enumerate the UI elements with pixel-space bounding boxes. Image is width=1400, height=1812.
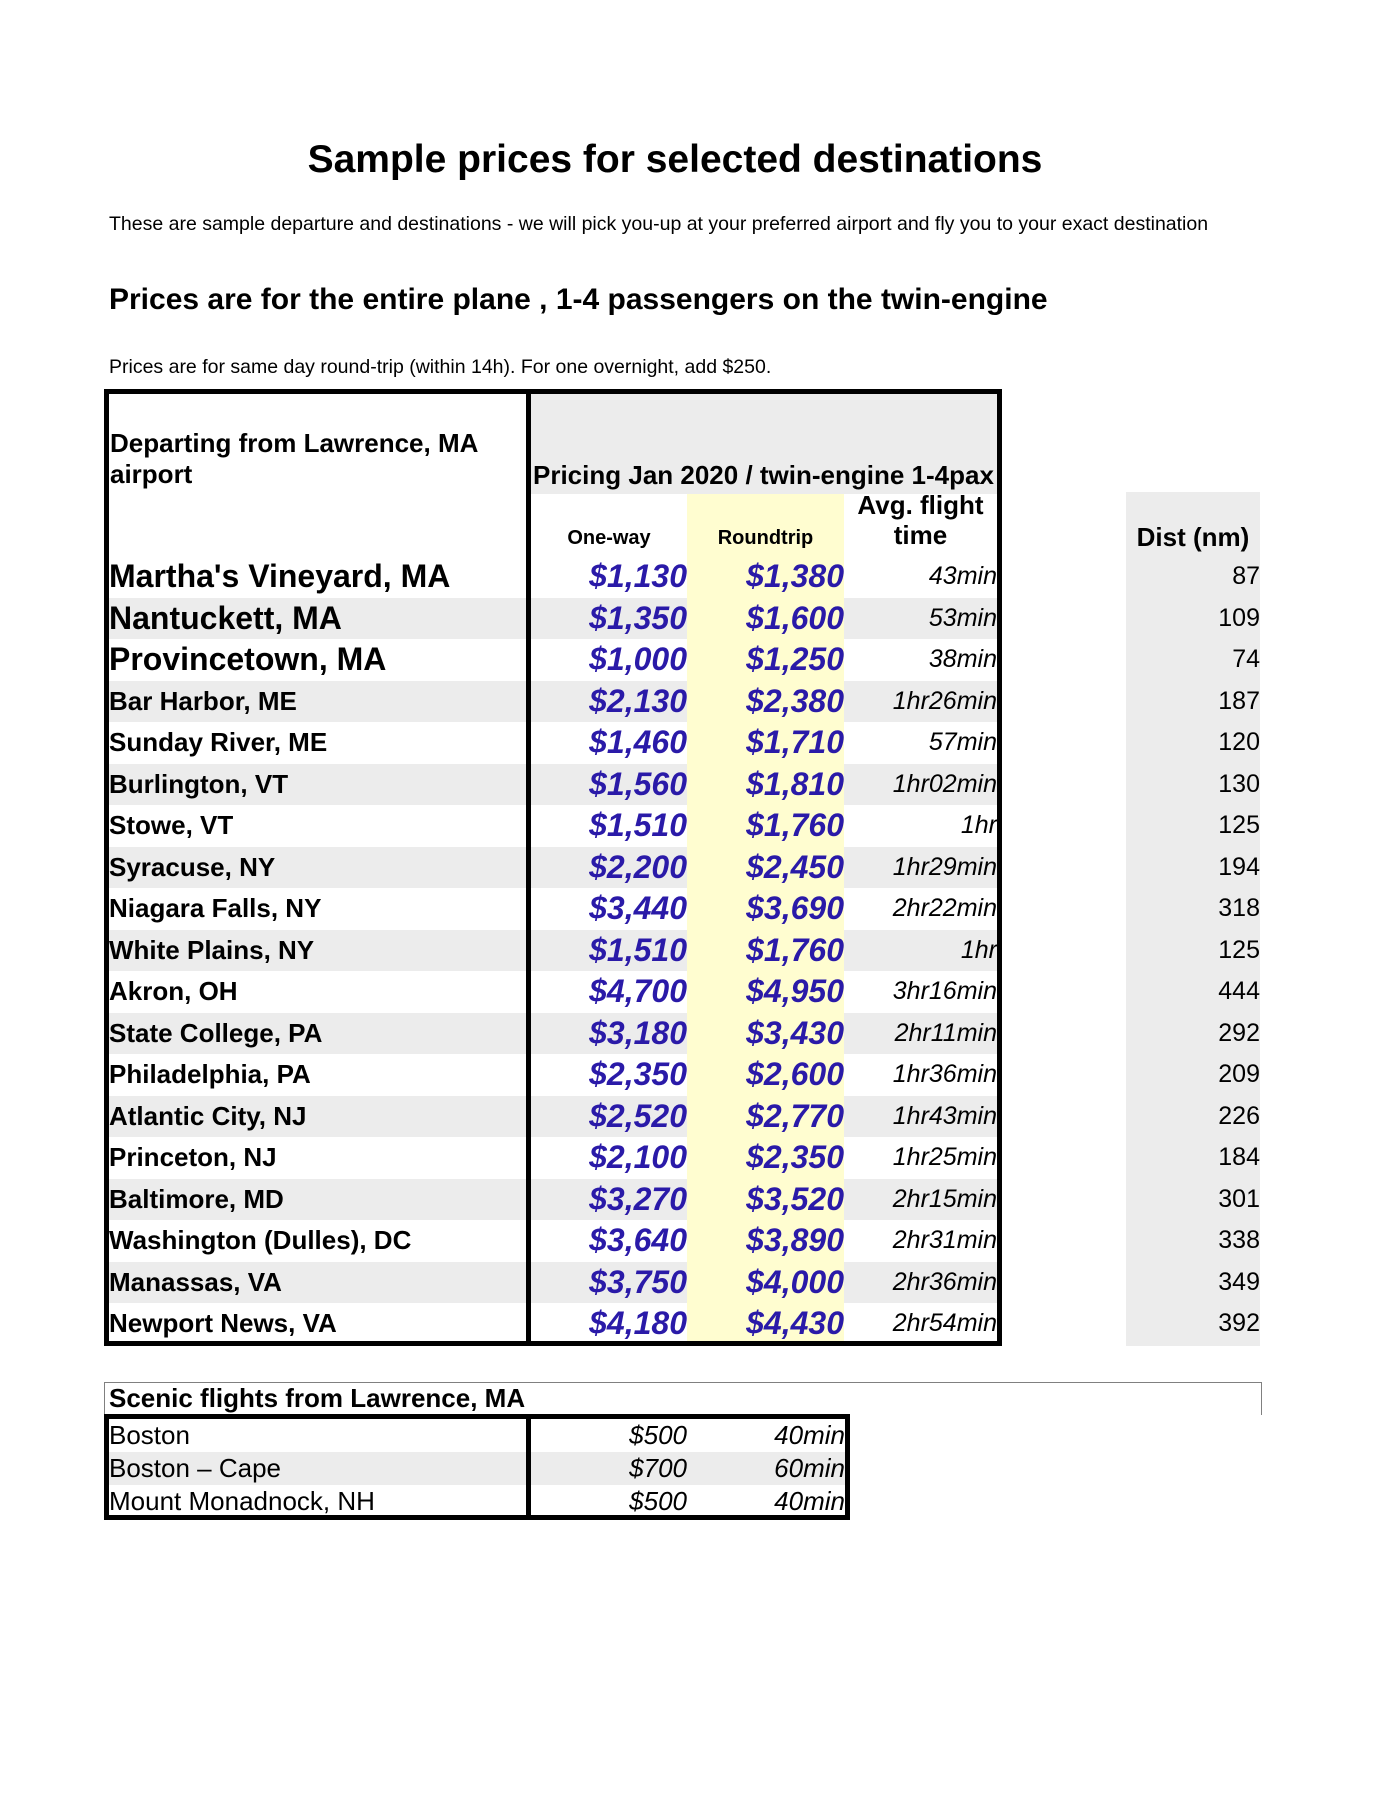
- oneway-price-cell: $3,180: [589, 1014, 687, 1051]
- roundtrip-price-cell: $4,430: [746, 1305, 844, 1341]
- oneway-price-cell: $3,640: [589, 1222, 687, 1258]
- oneway-price-cell: $3,440: [589, 890, 687, 926]
- page-title: Sample prices for selected destinations: [307, 138, 1043, 181]
- page-subtitle: These are sample departure and destinations - we will pick you-up at your preferred airport and fly you to your exact destination: [109, 213, 1209, 235]
- distance-cell: 74: [1232, 645, 1260, 673]
- roundtrip-price-cell: $3,890: [746, 1222, 844, 1258]
- distance-cell: 125: [1218, 811, 1260, 839]
- roundtrip-price-cell: $1,810: [746, 765, 844, 802]
- flight-time-cell: 1hr02min: [892, 769, 997, 798]
- destination-table-border: [104, 389, 1002, 1346]
- scenic-price-cell: $500: [629, 1420, 687, 1450]
- oneway-price-cell: $1,560: [589, 765, 687, 802]
- flight-time-cell: 1hr36min: [892, 1060, 997, 1088]
- destination-cell: State College, PA: [109, 1017, 323, 1048]
- oneway-price-cell: $1,350: [589, 599, 687, 636]
- flight-time-cell: 2hr36min: [892, 1267, 997, 1296]
- roundtrip-price-cell: $1,600: [746, 599, 844, 636]
- destination-cell: Niagara Falls, NY: [109, 893, 322, 923]
- distance-cell: 301: [1218, 1184, 1260, 1213]
- flight-time-cell: 1hr: [960, 811, 997, 839]
- scenic-time-cell: 40min: [774, 1486, 845, 1516]
- roundtrip-price-cell: $3,430: [746, 1014, 844, 1051]
- roundtrip-price-cell: $1,710: [746, 724, 844, 760]
- avg-flight-time-header-line2: time: [893, 520, 948, 550]
- flight-time-cell: 2hr11min: [894, 1018, 997, 1047]
- flight-time-cell: 3hr16min: [892, 977, 997, 1005]
- oneway-price-cell: $2,100: [589, 1139, 687, 1175]
- destination-cell: White Plains, NY: [109, 934, 315, 965]
- oneway-price-cell: $3,270: [589, 1180, 687, 1217]
- destination-cell: Sunday River, ME: [109, 727, 328, 757]
- pricing-heading: Prices are for the entire plane , 1-4 passengers on the twin-engine: [109, 283, 1048, 316]
- roundtrip-price-cell: $1,760: [746, 807, 844, 843]
- flight-time-cell: 1hr29min: [892, 852, 997, 881]
- destination-cell: Syracuse, NY: [109, 851, 276, 882]
- distance-cell: 209: [1218, 1060, 1260, 1088]
- roundtrip-price-cell: $1,760: [746, 931, 844, 968]
- distance-cell: 184: [1218, 1143, 1260, 1171]
- distance-cell: 338: [1218, 1226, 1260, 1254]
- scenic-table-border: [104, 1414, 850, 1520]
- flight-time-cell: 1hr26min: [892, 686, 997, 715]
- flight-time-cell: 2hr15min: [892, 1184, 997, 1213]
- distance-cell: 87: [1232, 562, 1260, 590]
- destination-cell: Martha's Vineyard, MA: [109, 558, 451, 594]
- roundtrip-price-cell: $3,520: [746, 1180, 844, 1217]
- flight-time-cell: 1hr25min: [892, 1143, 997, 1171]
- pricing-header: Pricing Jan 2020 / twin-engine 1-4pax: [533, 460, 994, 490]
- departing-header: Departing from Lawrence, MA airport: [110, 428, 478, 489]
- oneway-price-cell: $1,510: [589, 931, 687, 968]
- roundtrip-price-cell: $3,690: [746, 890, 844, 926]
- scenic-title: Scenic flights from Lawrence, MA: [109, 1383, 526, 1413]
- destination-cell: Provincetown, MA: [109, 641, 387, 677]
- flight-time-cell: 1hr: [960, 935, 997, 964]
- roundtrip-price-cell: $2,350: [746, 1139, 844, 1175]
- oneway-price-cell: $4,700: [589, 973, 687, 1009]
- distance-cell: 109: [1218, 603, 1260, 632]
- distance-cell: 120: [1218, 728, 1260, 756]
- roundtrip-price-cell: $4,000: [746, 1263, 844, 1300]
- flight-time-cell: 2hr22min: [892, 894, 997, 922]
- scenic-name-cell: Boston – Cape: [109, 1453, 282, 1483]
- destination-cell: Bar Harbor, ME: [109, 685, 297, 716]
- oneway-price-cell: $2,520: [589, 1097, 687, 1134]
- oneway-price-cell: $1,130: [589, 558, 687, 594]
- roundtrip-price-cell: $1,250: [746, 641, 844, 677]
- roundtrip-column-header: Roundtrip: [717, 527, 814, 549]
- destination-cell: Princeton, NJ: [109, 1142, 277, 1172]
- roundtrip-price-cell: $2,770: [746, 1097, 844, 1134]
- distance-cell: 349: [1218, 1267, 1260, 1296]
- flight-time-cell: 1hr43min: [892, 1101, 997, 1130]
- distance-cell: 187: [1218, 686, 1260, 715]
- avg-flight-time-header-line1: Avg. flight: [857, 490, 984, 520]
- scenic-name-cell: Mount Monadnock, NH: [109, 1486, 375, 1516]
- distance-cell: 194: [1218, 852, 1260, 881]
- oneway-price-cell: $1,510: [589, 807, 687, 843]
- distance-column-header: Dist (nm): [1136, 522, 1250, 552]
- scenic-time-cell: 60min: [774, 1453, 845, 1483]
- scenic-price-cell: $700: [629, 1453, 687, 1483]
- pricing-note: Prices are for same day round-trip (within 14h). For one overnight, add $250.: [109, 356, 772, 378]
- flight-time-cell: 2hr31min: [892, 1226, 997, 1254]
- distance-cell: 125: [1218, 935, 1260, 964]
- scenic-table-divider: [526, 1414, 531, 1520]
- flight-time-cell: 57min: [928, 728, 997, 756]
- oneway-price-cell: $1,460: [589, 724, 687, 760]
- flight-time-cell: 38min: [928, 645, 997, 673]
- oneway-price-cell: $2,350: [589, 1056, 687, 1092]
- destination-cell: Atlantic City, NJ: [109, 1100, 307, 1131]
- roundtrip-price-cell: $2,600: [746, 1056, 844, 1092]
- distance-cell: 318: [1218, 894, 1260, 922]
- destination-cell: Philadelphia, PA: [109, 1059, 311, 1089]
- destination-cell: Baltimore, MD: [109, 1183, 284, 1214]
- roundtrip-price-cell: $1,380: [746, 558, 844, 594]
- distance-cell: 292: [1218, 1018, 1260, 1047]
- oneway-price-cell: $2,130: [589, 682, 687, 719]
- destination-cell: Burlington, VT: [109, 768, 289, 799]
- scenic-price-cell: $500: [629, 1486, 687, 1516]
- oneway-price-cell: $3,750: [589, 1263, 687, 1300]
- scenic-time-cell: 40min: [774, 1420, 845, 1450]
- roundtrip-price-cell: $2,450: [746, 848, 844, 885]
- destination-cell: Akron, OH: [109, 976, 238, 1006]
- destination-cell: Manassas, VA: [109, 1266, 282, 1297]
- roundtrip-price-cell: $4,950: [746, 973, 844, 1009]
- destination-cell: Washington (Dulles), DC: [109, 1225, 412, 1255]
- destination-table-divider: [526, 389, 531, 1346]
- distance-cell: 392: [1218, 1309, 1260, 1337]
- flight-time-cell: 53min: [928, 603, 997, 632]
- distance-cell: 130: [1218, 769, 1260, 798]
- oneway-price-cell: $1,000: [589, 641, 687, 677]
- destination-cell: Nantuckett, MA: [109, 599, 342, 636]
- distance-cell: 226: [1218, 1101, 1260, 1130]
- distance-cell: 444: [1218, 977, 1260, 1005]
- oneway-price-cell: $4,180: [589, 1305, 687, 1341]
- destination-cell: Stowe, VT: [109, 810, 234, 840]
- oneway-column-header: One-way: [567, 527, 651, 549]
- oneway-price-cell: $2,200: [589, 848, 687, 885]
- destination-cell: Newport News, VA: [109, 1308, 337, 1338]
- roundtrip-price-cell: $2,380: [746, 682, 844, 719]
- scenic-name-cell: Boston: [109, 1420, 190, 1450]
- flight-time-cell: 2hr54min: [892, 1309, 997, 1337]
- flight-time-cell: 43min: [928, 562, 997, 590]
